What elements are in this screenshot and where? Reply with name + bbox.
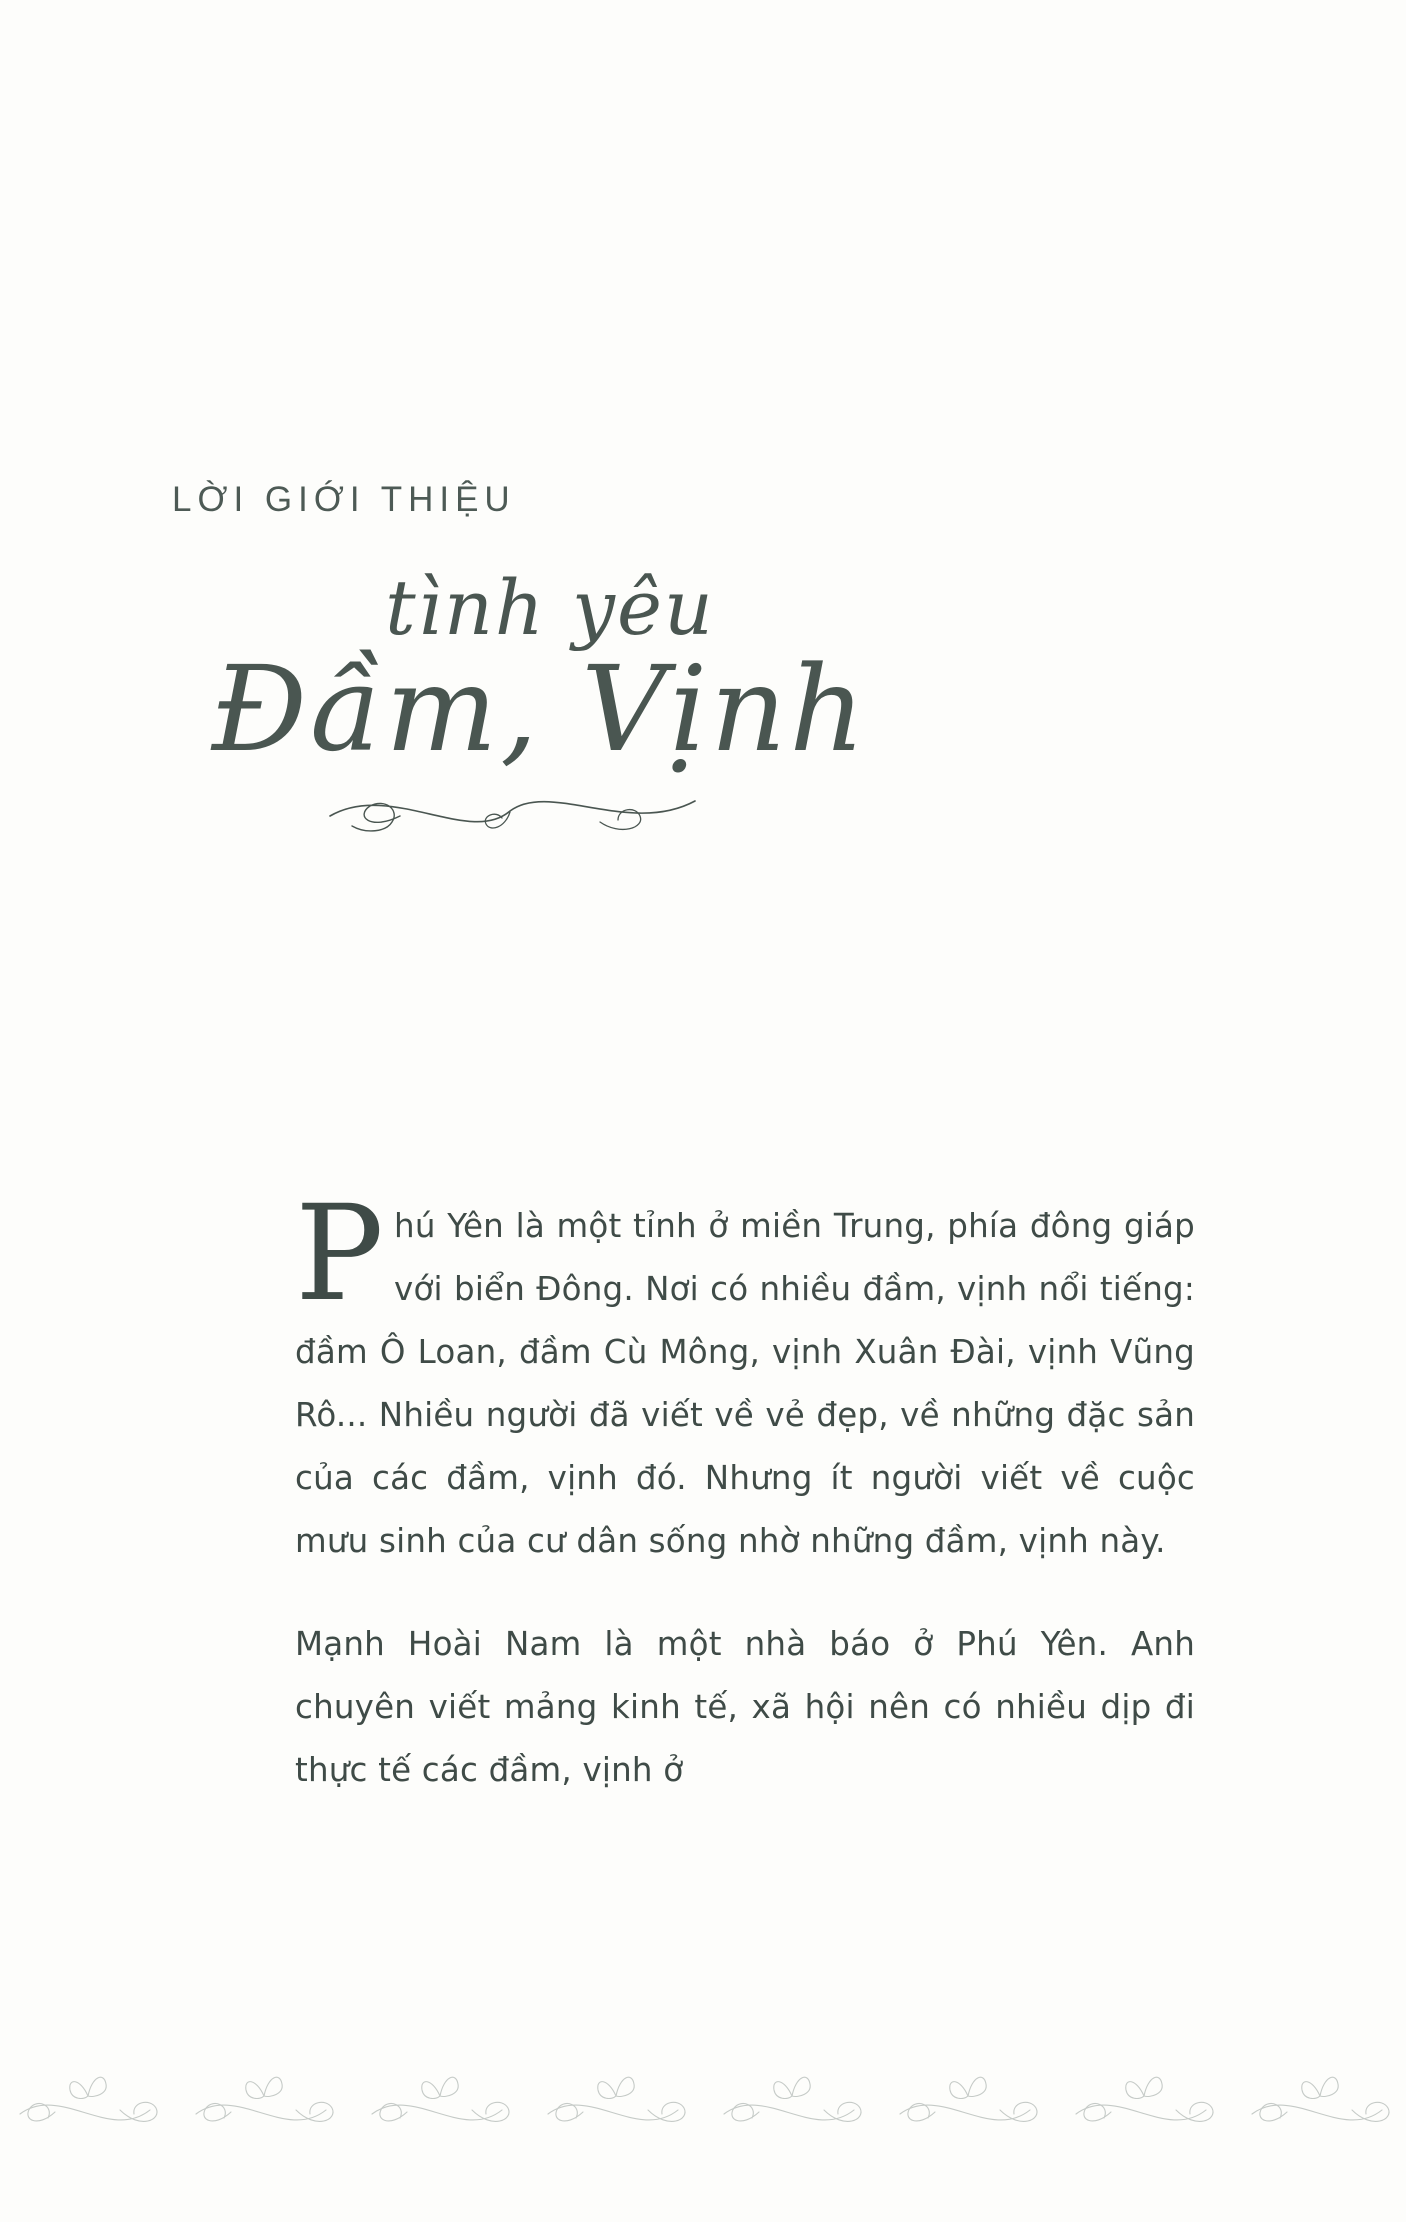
bottom-floral-border-icon <box>0 2054 1406 2174</box>
flourish-ornament-icon <box>50 776 970 851</box>
section-kicker: LỜI GIỚI THIỆU <box>172 480 516 519</box>
paragraph-1 <box>295 1177 1195 1573</box>
title-line-2: Đầm, Vịnh <box>211 640 869 778</box>
introduction-text <box>295 1177 1195 1802</box>
drop-cap: P <box>295 1177 385 1331</box>
paragraph-1-text: hú Yên là một tỉnh ở miền Trung, phía đông giáp với biển Đông. Nơi có nhiều đầm, vịnh nổi tiếng: đầm Ô Loan, đầm Cù Mông, vịnh Xuân Đài, vịnh Vũng Rô... Nhiều người đã viết về vẻ đẹp, về những đặc sản của các đầm, vịnh đó. Nhưng ít người viết về cuộc mưu sinh của cư dân sống nhờ những đầm, vịnh này. <box>295 1207 1195 1560</box>
title-line-1: tình yêu <box>385 563 715 652</box>
paragraph-2: Mạnh Hoài Nam là một nhà báo ở Phú Yên. Anh chuyên viết mảng kinh tế, xã hội nên có nhiều dịp đi thực tế các đầm, vịnh ở <box>295 1625 1195 1789</box>
page-title <box>170 563 970 851</box>
